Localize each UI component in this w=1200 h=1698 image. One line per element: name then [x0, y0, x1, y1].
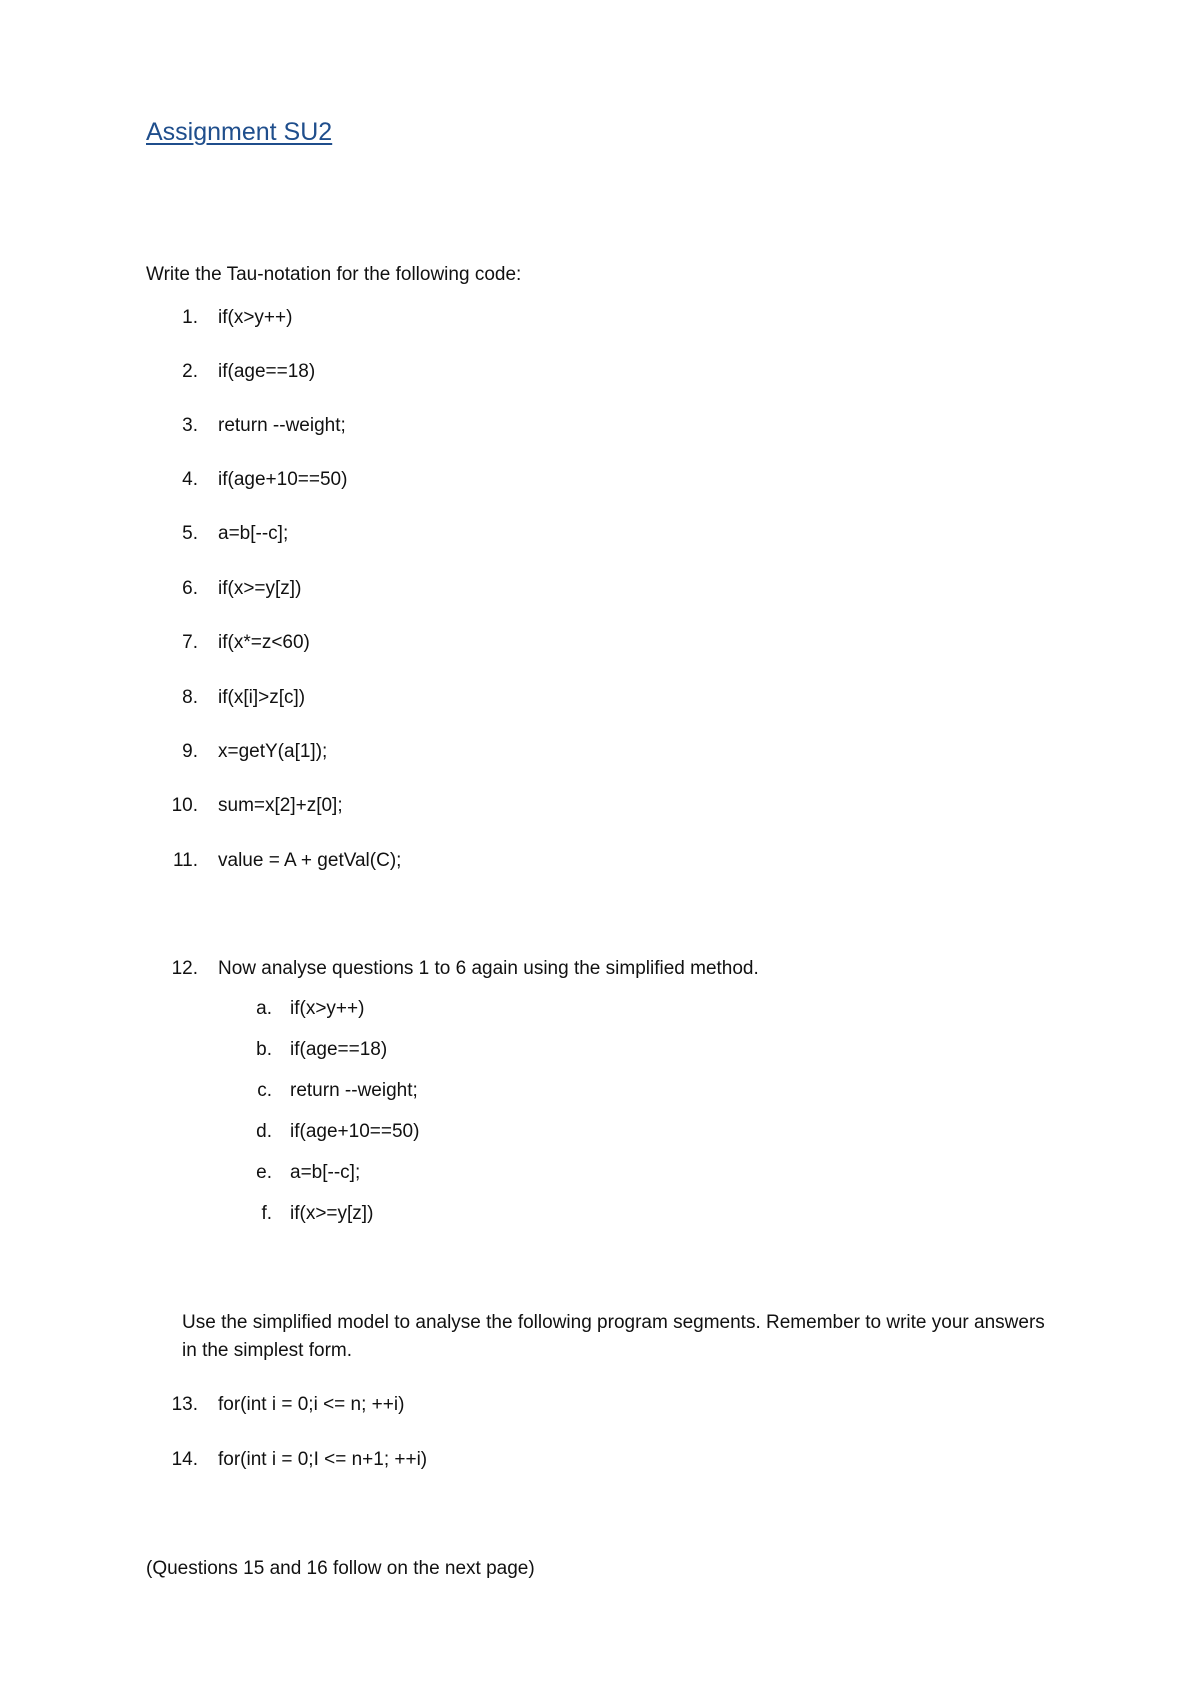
sub-question-item [0, 1200, 1200, 1228]
question-number: 7. [182, 632, 198, 653]
sub-question-code: if(age==18) [290, 1039, 388, 1060]
sub-question-letter: d. [256, 1121, 272, 1142]
question-code: if(x>y++) [218, 307, 293, 328]
question-code: if(x[i]>z[c]) [218, 687, 306, 708]
question-number: 5. [182, 523, 198, 544]
sub-question-letter: f. [261, 1203, 272, 1224]
question-code: for(int i = 0;i <= n; ++i) [218, 1394, 405, 1415]
question-number: 8. [182, 687, 198, 708]
instruction-paragraph: Use the simplified model to analyse the following program segments. Remember to write your answers in the simplest form. [182, 1312, 1045, 1361]
sub-question-item [0, 1036, 1200, 1064]
question-number: 4. [182, 469, 198, 490]
question-code: return --weight; [218, 415, 346, 436]
question-item [0, 792, 1200, 820]
intro-text: Write the Tau-notation for the following code: [146, 264, 522, 285]
question-item [0, 575, 1200, 603]
question-item [0, 358, 1200, 386]
sub-question-item [0, 995, 1200, 1023]
question-code: x=getY(a[1]); [218, 741, 328, 762]
question-number: 3. [182, 415, 198, 436]
sub-question-item [0, 1077, 1200, 1105]
question-number: 9. [182, 741, 198, 762]
sub-question-item [0, 1159, 1200, 1187]
question-code: value = A + getVal(C); [218, 850, 402, 871]
question-code: sum=x[2]+z[0]; [218, 795, 343, 816]
question-number: 1. [182, 307, 198, 328]
question-number: 10. [171, 795, 198, 816]
question-item [0, 738, 1200, 766]
question-code: if(age==18) [218, 361, 316, 382]
question-item [0, 520, 1200, 548]
sub-question-letter: a. [256, 998, 272, 1019]
page-title: Assignment SU2 [146, 118, 333, 146]
question-code: if(age+10==50) [218, 469, 348, 490]
question-number: 6. [182, 578, 198, 599]
sub-question-item [0, 1118, 1200, 1146]
sub-question-letter: e. [256, 1162, 272, 1183]
question-number: 14. [171, 1449, 198, 1470]
question-item [0, 304, 1200, 332]
sub-question-code: if(x>y++) [290, 998, 365, 1019]
question-item [0, 1391, 1200, 1419]
question-code: for(int i = 0;I <= n+1; ++i) [218, 1449, 428, 1470]
question-number: 11. [172, 850, 198, 871]
question-text: Now analyse questions 1 to 6 again using the simplified method. [218, 958, 759, 979]
question-number: 13. [171, 1394, 198, 1415]
question-number: 12. [171, 958, 198, 979]
sub-question-code: if(x>=y[z]) [290, 1203, 374, 1224]
sub-question-letter: c. [257, 1080, 272, 1101]
question-item [0, 1446, 1200, 1474]
question-code: if(x>=y[z]) [218, 578, 302, 599]
sub-question-code: a=b[--c]; [290, 1162, 361, 1183]
footer-note: (Questions 15 and 16 follow on the next page) [146, 1558, 535, 1579]
question-number: 2. [182, 361, 198, 382]
question-item [0, 847, 1200, 875]
question-item [0, 684, 1200, 712]
sub-question-letter: b. [256, 1039, 272, 1060]
question-code: a=b[--c]; [218, 523, 289, 544]
sub-question-code: if(age+10==50) [290, 1121, 420, 1142]
question-item [0, 629, 1200, 657]
question-code: if(x*=z<60) [218, 632, 310, 653]
question-item [0, 466, 1200, 494]
sub-question-code: return --weight; [290, 1080, 418, 1101]
question-item [0, 955, 1200, 983]
question-item [0, 412, 1200, 440]
